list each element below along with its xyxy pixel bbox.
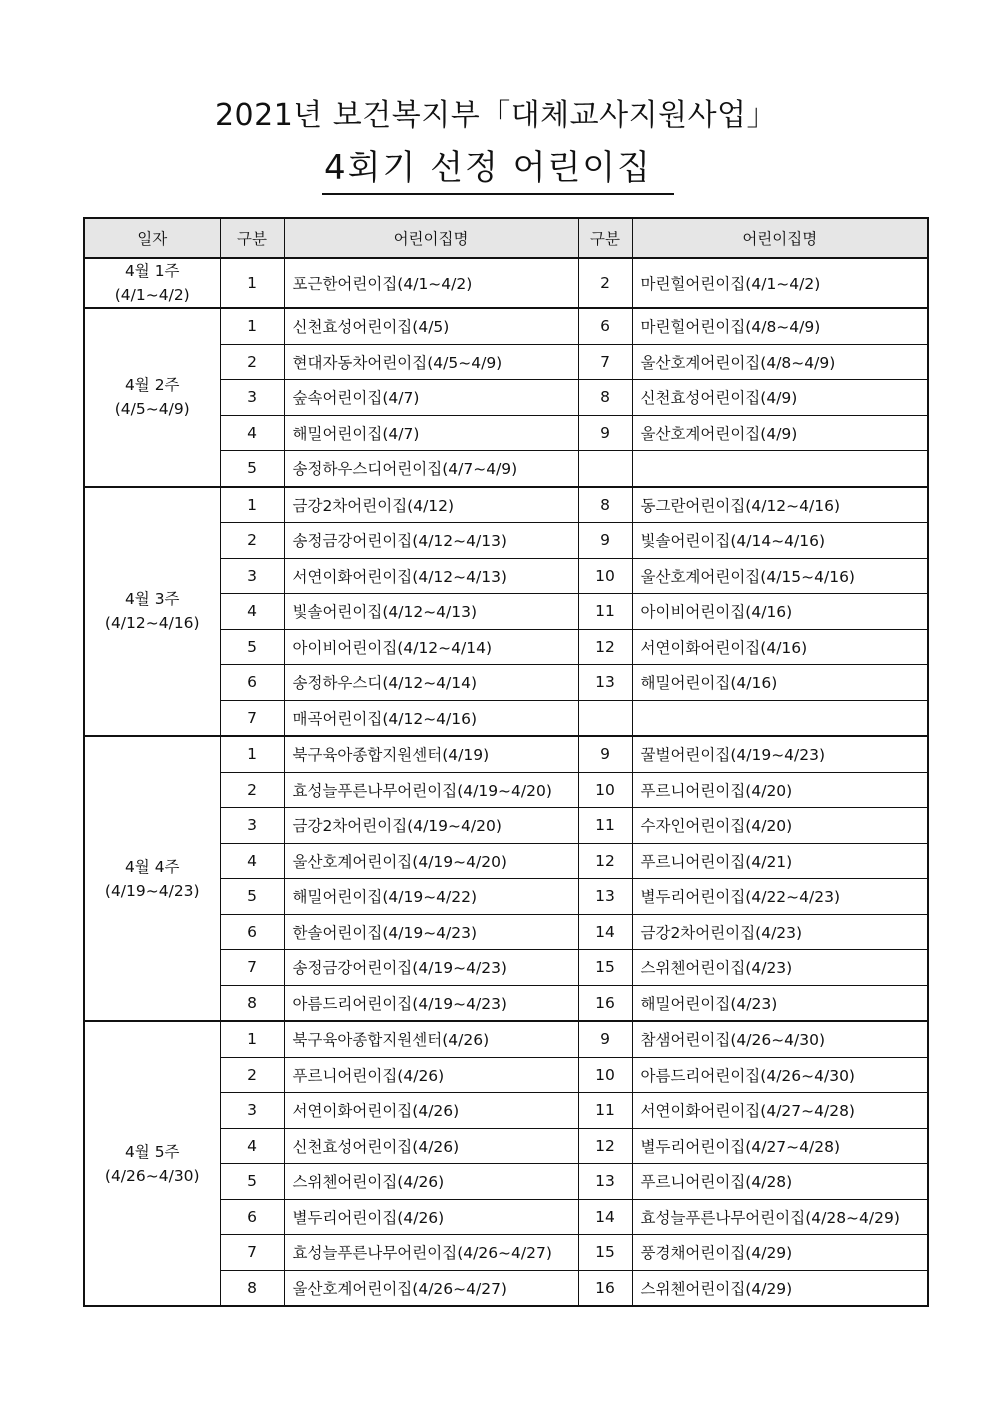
name-right-cell: 풍경채어린이집(4/29) <box>632 1235 928 1271</box>
category-right-cell: 7 <box>578 344 632 380</box>
name-left-cell: 별두리어린이집(4/26) <box>284 1199 578 1235</box>
category-right-cell: 14 <box>578 914 632 950</box>
week-cell <box>84 1021 220 1306</box>
table-row <box>84 308 928 344</box>
category-right-cell: 15 <box>578 950 632 986</box>
name-right-cell: 스위첸어린이집(4/29) <box>632 1270 928 1306</box>
category-right-cell: 8 <box>578 380 632 416</box>
name-left-cell: 효성늘푸른나무어린이집(4/26~4/27) <box>284 1235 578 1271</box>
name-right-cell: 해밀어린이집(4/16) <box>632 665 928 701</box>
name-right-cell <box>632 700 928 736</box>
name-left-cell: 스위첸어린이집(4/26) <box>284 1164 578 1200</box>
name-right-cell: 울산호계어린이집(4/8~4/9) <box>632 344 928 380</box>
name-left-cell: 효성늘푸른나무어린이집(4/19~4/20) <box>284 772 578 808</box>
category-left-cell: 2 <box>220 523 284 559</box>
name-right-cell: 해밀어린이집(4/23) <box>632 985 928 1021</box>
document-subtitle: 4회기 선정 어린이집 <box>322 140 674 195</box>
category-right-cell: 6 <box>578 308 632 344</box>
header-name-left: 어린이집명 <box>284 218 578 258</box>
table-row <box>84 1021 928 1057</box>
name-right-cell: 참샘어린이집(4/26~4/30) <box>632 1021 928 1057</box>
header-category-left: 구분 <box>220 218 284 258</box>
name-right-cell: 꿀벌어린이집(4/19~4/23) <box>632 736 928 772</box>
category-left-cell: 5 <box>220 879 284 915</box>
category-left-cell: 4 <box>220 843 284 879</box>
category-right-cell: 13 <box>578 1164 632 1200</box>
name-right-cell: 아름드리어린이집(4/26~4/30) <box>632 1057 928 1093</box>
name-left-cell: 송정금강어린이집(4/19~4/23) <box>284 950 578 986</box>
category-right-cell: 9 <box>578 523 632 559</box>
name-left-cell: 울산호계어린이집(4/26~4/27) <box>284 1270 578 1306</box>
week-cell <box>84 258 220 308</box>
category-right-cell: 12 <box>578 1128 632 1164</box>
name-left-cell: 매곡어린이집(4/12~4/16) <box>284 700 578 736</box>
name-left-cell: 송정금강어린이집(4/12~4/13) <box>284 523 578 559</box>
category-right-cell: 13 <box>578 665 632 701</box>
name-left-cell: 푸르니어린이집(4/26) <box>284 1057 578 1093</box>
document-title: 2021년 보건복지부「대체교사지원사업」 <box>214 98 778 133</box>
table-row <box>84 258 928 308</box>
name-right-cell: 신천효성어린이집(4/9) <box>632 380 928 416</box>
category-left-cell: 8 <box>220 1270 284 1306</box>
name-left-cell: 현대자동차어린이집(4/5~4/9) <box>284 344 578 380</box>
category-left-cell: 4 <box>220 415 284 451</box>
category-left-cell: 3 <box>220 1093 284 1129</box>
week-cell <box>84 487 220 737</box>
table-row <box>84 736 928 772</box>
week-range: (4/12~4/16) <box>104 614 200 633</box>
week-range: (4/1~4/2) <box>114 286 190 305</box>
name-right-cell: 푸르니어린이집(4/21) <box>632 843 928 879</box>
category-right-cell: 16 <box>578 985 632 1021</box>
name-left-cell: 신천효성어린이집(4/26) <box>284 1128 578 1164</box>
name-right-cell: 빛솔어린이집(4/14~4/16) <box>632 523 928 559</box>
category-left-cell: 7 <box>220 950 284 986</box>
name-right-cell: 마린힐어린이집(4/8~4/9) <box>632 308 928 344</box>
name-left-cell: 빛솔어린이집(4/12~4/13) <box>284 594 578 630</box>
category-left-cell: 1 <box>220 736 284 772</box>
category-right-cell: 12 <box>578 843 632 879</box>
week-cell <box>84 736 220 1021</box>
category-right-cell: 12 <box>578 629 632 665</box>
category-left-cell: 1 <box>220 1021 284 1057</box>
name-left-cell: 해밀어린이집(4/7) <box>284 415 578 451</box>
name-left-cell: 해밀어린이집(4/19~4/22) <box>284 879 578 915</box>
category-right-cell: 15 <box>578 1235 632 1271</box>
week-label: 4월 4주 <box>124 857 180 876</box>
category-right-cell: 14 <box>578 1199 632 1235</box>
name-right-cell: 서연이화어린이집(4/27~4/28) <box>632 1093 928 1129</box>
name-right-cell: 별두리어린이집(4/27~4/28) <box>632 1128 928 1164</box>
name-right-cell: 스위첸어린이집(4/23) <box>632 950 928 986</box>
category-left-cell: 1 <box>220 308 284 344</box>
document-subtitle-wrap <box>0 140 992 195</box>
category-left-cell: 6 <box>220 665 284 701</box>
category-right-cell: 8 <box>578 487 632 523</box>
category-left-cell: 3 <box>220 558 284 594</box>
category-left-cell: 7 <box>220 1235 284 1271</box>
selection-table <box>83 217 929 1307</box>
name-right-cell: 서연이화어린이집(4/16) <box>632 629 928 665</box>
category-left-cell: 1 <box>220 487 284 523</box>
name-right-cell: 마린힐어린이집(4/1~4/2) <box>632 258 928 308</box>
name-left-cell: 숲속어린이집(4/7) <box>284 380 578 416</box>
category-right-cell: 10 <box>578 1057 632 1093</box>
category-right-cell: 16 <box>578 1270 632 1306</box>
week-range: (4/26~4/30) <box>104 1166 200 1185</box>
category-right-cell: 10 <box>578 558 632 594</box>
category-left-cell: 4 <box>220 1128 284 1164</box>
name-right-cell: 푸르니어린이집(4/28) <box>632 1164 928 1200</box>
week-cell <box>84 308 220 487</box>
name-left-cell: 북구육아종합지원센터(4/19) <box>284 736 578 772</box>
category-right-cell: 2 <box>578 258 632 308</box>
table-body <box>84 258 928 1306</box>
name-right-cell: 동그란어린이집(4/12~4/16) <box>632 487 928 523</box>
category-right-cell: 9 <box>578 736 632 772</box>
category-left-cell: 2 <box>220 1057 284 1093</box>
category-right-cell: 13 <box>578 879 632 915</box>
category-right-cell <box>578 700 632 736</box>
name-left-cell: 아름드리어린이집(4/19~4/23) <box>284 985 578 1021</box>
category-left-cell: 2 <box>220 772 284 808</box>
header-name-right: 어린이집명 <box>632 218 928 258</box>
category-right-cell: 10 <box>578 772 632 808</box>
week-label: 4월 3주 <box>124 590 180 609</box>
name-left-cell: 한솔어린이집(4/19~4/23) <box>284 914 578 950</box>
category-left-cell: 3 <box>220 380 284 416</box>
name-right-cell <box>632 451 928 487</box>
name-left-cell: 아이비어린이집(4/12~4/14) <box>284 629 578 665</box>
name-left-cell: 울산호계어린이집(4/19~4/20) <box>284 843 578 879</box>
table-row <box>84 487 928 523</box>
category-left-cell: 1 <box>220 258 284 308</box>
name-right-cell: 수자인어린이집(4/20) <box>632 808 928 844</box>
name-left-cell: 서연이화어린이집(4/12~4/13) <box>284 558 578 594</box>
category-right-cell <box>578 451 632 487</box>
category-left-cell: 2 <box>220 344 284 380</box>
category-left-cell: 5 <box>220 629 284 665</box>
category-left-cell: 3 <box>220 808 284 844</box>
category-right-cell: 11 <box>578 594 632 630</box>
week-range: (4/5~4/9) <box>114 400 190 419</box>
category-right-cell: 9 <box>578 415 632 451</box>
name-left-cell: 금강2차어린이집(4/19~4/20) <box>284 808 578 844</box>
name-left-cell: 포근한어린이집(4/1~4/2) <box>284 258 578 308</box>
week-range: (4/19~4/23) <box>104 881 200 900</box>
name-right-cell: 울산호계어린이집(4/9) <box>632 415 928 451</box>
category-left-cell: 4 <box>220 594 284 630</box>
category-left-cell: 5 <box>220 1164 284 1200</box>
name-right-cell: 별두리어린이집(4/22~4/23) <box>632 879 928 915</box>
table-header-row <box>84 218 928 258</box>
category-left-cell: 6 <box>220 1199 284 1235</box>
name-left-cell: 송정하우스디(4/12~4/14) <box>284 665 578 701</box>
name-left-cell: 금강2차어린이집(4/12) <box>284 487 578 523</box>
name-left-cell: 신천효성어린이집(4/5) <box>284 308 578 344</box>
header-category-right: 구분 <box>578 218 632 258</box>
category-right-cell: 11 <box>578 808 632 844</box>
week-label: 4월 2주 <box>124 376 180 395</box>
name-right-cell: 울산호계어린이집(4/15~4/16) <box>632 558 928 594</box>
category-left-cell: 7 <box>220 700 284 736</box>
category-left-cell: 6 <box>220 914 284 950</box>
name-right-cell: 아이비어린이집(4/16) <box>632 594 928 630</box>
category-right-cell: 9 <box>578 1021 632 1057</box>
week-label: 4월 5주 <box>124 1142 180 1161</box>
category-right-cell: 11 <box>578 1093 632 1129</box>
week-label: 4월 1주 <box>124 262 180 280</box>
name-right-cell: 금강2차어린이집(4/23) <box>632 914 928 950</box>
category-left-cell: 5 <box>220 451 284 487</box>
name-right-cell: 효성늘푸른나무어린이집(4/28~4/29) <box>632 1199 928 1235</box>
name-left-cell: 송정하우스디어린이집(4/7~4/9) <box>284 451 578 487</box>
name-left-cell: 북구육아종합지원센터(4/26) <box>284 1021 578 1057</box>
name-right-cell: 푸르니어린이집(4/20) <box>632 772 928 808</box>
header-date: 일자 <box>84 218 220 258</box>
category-left-cell: 8 <box>220 985 284 1021</box>
name-left-cell: 서연이화어린이집(4/26) <box>284 1093 578 1129</box>
